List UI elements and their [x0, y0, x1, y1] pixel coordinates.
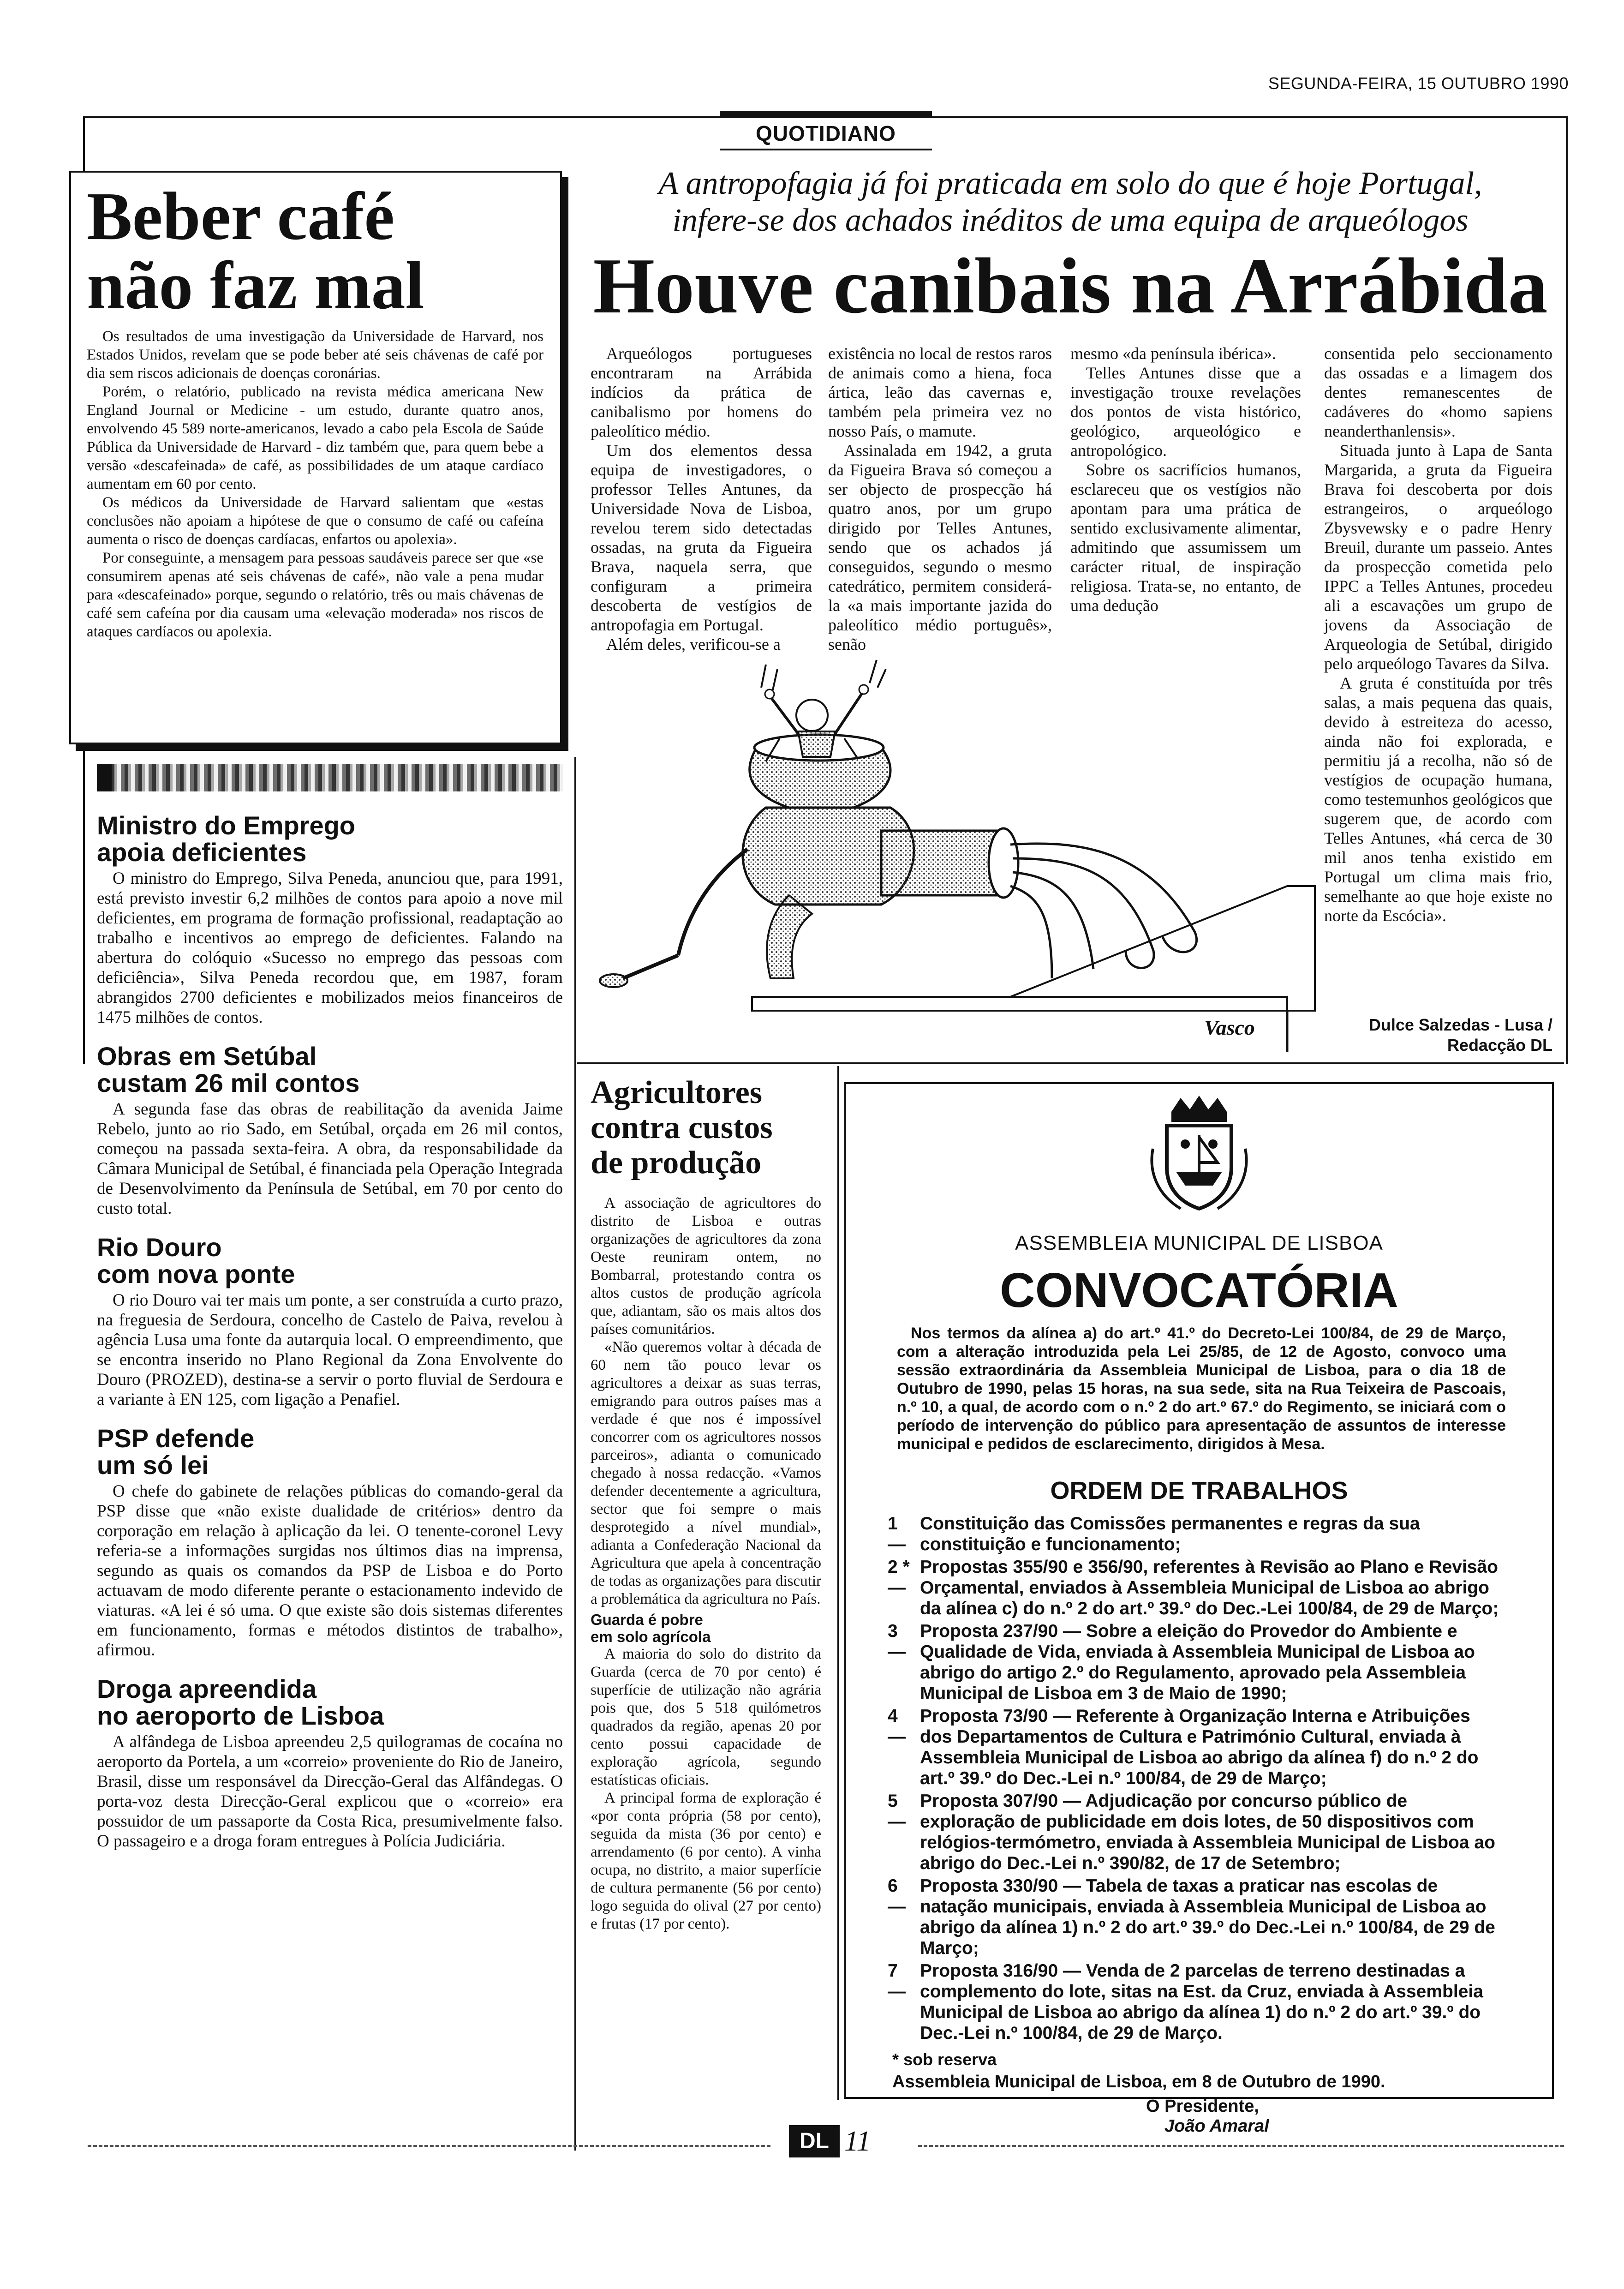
assembleia-org: ASSEMBLEIA MUNICIPAL DE LISBOA [1015, 1232, 1383, 1254]
brief-text: A alfândega de Lisboa apreendeu 2,5 quilogramas de cocaína no aeroporto da Portela, a um «correio» proveniente do Rio de Janeiro, Brasil, disse um responsável da Direcção-Geral das Alfândegas. O porta-voz desta Direcção-Geral explicou que o «correio» era possuidor de um passaporte da Costa Rica, presumivelmente falso. O passageiro e a droga foram entregues à Polícia Judiciária. [97, 1732, 563, 1851]
assembleia-title: CONVOCATÓRIA [1000, 1263, 1398, 1318]
briefs-divider [574, 757, 576, 2151]
canibais-byline-2: Redacção DL [1447, 1036, 1552, 1055]
briefs-banner [97, 764, 563, 791]
section-label: QUOTIDIANO [756, 121, 896, 145]
agricultores-article [591, 1075, 821, 1933]
canibais-byline-1: Dulce Salzedas - Lusa / [1368, 1015, 1552, 1034]
agricultores-subhead-line: em solo agrícola [591, 1628, 711, 1645]
canibais-paragraph: Arqueólogos portugueses encontraram na Arrábida indícios da prática de canibalismo por homens do paleolítico médio. [591, 344, 812, 440]
cafe-title-line2: não faz mal [87, 248, 424, 324]
brief-text: A segunda fase das obras de reabilitação da avenida Jaime Rebelo, junto ao rio Sado, em Setúbal, orçada em 26 mil contos, começou na passada sexta-feira. A obra, da responsabilidade da Câmara Municipal de Setúbal, é financiada pela Operação Integrada de Desenvolvimento da Península de Setúbal, em 70 por cento do custo total. [97, 1100, 563, 1218]
agenda-item [888, 1706, 1506, 1789]
header-rule [720, 111, 932, 116]
agenda-text: Propostas 355/90 e 356/90, referentes à Revisão ao Plano e Revisão Orçamental, enviados à Assembleia Municipal de Lisboa ao abrigo da alínea c) do n.º 2 do art.º 39.º do Dec.-Lei 100/84, de 29 de Março; [920, 1557, 1499, 1618]
canibais-paragraph: Situada junto à Lapa de Santa Margarida, a gruta da Figueira Brava foi descoberta por dois estrangeiros, o arqueólogo Zbysvewsky e o padre Henry Breuil, durante um passeio. Antes da prospecção cometida pelo IPPC a Telles Antunes, procedeu ali a escavações um grupo de jovens da Associação de Arqueologia de Setúbal, dirigido pelo arqueólogo Tavares da Silva. [1324, 441, 1552, 673]
brief-title-line: no aeroporto de Lisboa [97, 1701, 384, 1730]
brief-title-line: Droga apreendida [97, 1674, 317, 1703]
canibais-kicker-line2: infere-se dos achados inéditos de uma equipa de arqueólogos [672, 203, 1469, 238]
canibais-paragraph: mesmo «da península ibérica». [1070, 344, 1276, 363]
brief-title-line: apoia deficientes [97, 838, 307, 867]
agenda-number: 3 — [888, 1621, 906, 1662]
brief-title-line: um só lei [97, 1450, 209, 1480]
brief-text: O rio Douro vai ter mais um ponte, a ser construída a curto prazo, na freguesia de Serdoura, concelho de Castelo de Paiva, revelou à agência Lusa uma fonte da autarquia local. O empreendimento, que se encontra inserido no Plano Regional da Zona Envolvente do Douro (PROZED), destina-se a servir o porto fluvial de Serdoura e a variante à EN 125, com ligação a Penafiel. [97, 1291, 563, 1409]
agenda-number: 7 — [888, 1961, 906, 2001]
agenda-item [888, 1621, 1506, 1704]
assembleia-intro: Nos termos da alínea a) do art.º 41.º do Decreto-Lei 100/84, de 29 de Março, com a alteração introduzida pela Lei 25/85, de 12 de Agosto, convoco uma sessão extraordinária da Assembleia Municipal de Lisboa, para o dia 18 de Outubro de 1990, pelas 15 horas, na sua sede, sita na Rua Teixeira de Pascoais, n.º 10, a qual, de acordo com o n.º 2 do art.º 67.º do Regimento, se iniciará com o período de intervenção do público para apresentação de assuntos de interesse municipal e pedidos de esclarecimento, dirigidos à Mesa. [897, 1324, 1506, 1453]
agenda-text: Proposta 307/90 — Adjudicação por concurso público de exploração de publicidade em dois lotes, de 50 dispositivos com relógios-termómetro, enviada à Assembleia Municipal de Lisboa ao abrigo do Dec.-Lei n.º 390/82, de 17 de Setembro; [920, 1791, 1495, 1873]
agricultores-divider [837, 1066, 839, 2100]
agenda-item [888, 1876, 1506, 1959]
agricultores-paragraph: A associação de agricultores do distrito de Lisboa e outras organizações de agricultores da zona Oeste reuniram ontem, no Bombarral, protestando contra os altos custos de produção agrícola que, adiantam, são os mais altos dos países comunitários. [591, 1195, 821, 1337]
briefs-banner-block [97, 764, 112, 791]
agenda-note: * sob reserva [892, 2050, 997, 2069]
cafe-paragraph: Por conseguinte, a mensagem para pessoas saudáveis parece ser que «se consumirem apenas até seis chávenas de café», não vale a pena mudar para «descafeinado» porque, segundo o relatório, três ou mais chávenas de café sem cafeína por dia causam uma «elevação moderada» nos riscos de ataques cardíacos ou apolexia. [87, 550, 543, 640]
agenda-item [888, 1791, 1506, 1874]
brief-emprego [97, 812, 563, 1027]
footer-masthead: DL [789, 2125, 840, 2157]
agricultores-subhead-line: Guarda é pobre [591, 1611, 703, 1628]
brief-title-line: PSP defende [97, 1424, 255, 1453]
brief-douro [97, 1234, 563, 1409]
agricultores-title-line: contra custos [591, 1110, 773, 1145]
brief-psp [97, 1425, 563, 1660]
agricultores-paragraph: A maioria do solo do distrito da Guarda (cerca de 70 por cento) é superfície de utilização não agrária pois que, dos 5 518 quilómetros quadrados da região, apenas 20 por cento possui capacidade de exploração agrícola, segundo estatísticas oficiais. [591, 1646, 821, 1788]
brief-title-line: custam 26 mil contos [97, 1068, 360, 1097]
brief-title-line: Obras em Setúbal [97, 1042, 317, 1071]
briefs-column [97, 812, 563, 1867]
brief-title-line: Rio Douro [97, 1233, 222, 1262]
canibais-col4 [1324, 344, 1552, 925]
brief-title [97, 1425, 563, 1479]
lisbon-coat-of-arms [1144, 1093, 1254, 1213]
cafe-title-line1: Beber café [87, 179, 395, 254]
brief-title-line: com nova ponte [97, 1259, 295, 1288]
page-date: SEGUNDA-FEIRA, 15 OUTUBRO 1990 [1268, 74, 1569, 93]
signer-title: O Presidente, [1146, 2097, 1259, 2116]
brief-title [97, 812, 563, 866]
footer-dashed-rule-right [918, 2145, 1564, 2147]
cafe-article [69, 171, 562, 744]
agenda-item [888, 1557, 1506, 1619]
cafe-paragraph: Porém, o relatório, publicado na revista médica americana New England Journal or Medicine - um estudo, durante quatro anos, envolvendo 45 589 norte-americanos, levado a cabo pela Escola de Saúde Pública da Universidade de Harvard - diz também que, para quem bebe a versão «descafeinada» de café, as possibilidades de um ataque cardíaco aumentam em 60 por cento. [87, 383, 543, 492]
brief-title-line: Ministro do Emprego [97, 811, 355, 840]
agenda-item [888, 1513, 1506, 1555]
agenda-number: 5 — [888, 1791, 906, 1832]
cartoon-signature: Vasco [1204, 1016, 1255, 1039]
agenda-text: Constituição das Comissões permanentes e regras da sua constituição e funcionamento; [920, 1514, 1420, 1554]
canibais-col2 [828, 344, 1052, 654]
canibais-kicker-line1: A antropofagia já foi praticada em solo do que é hoje Portugal, [658, 166, 1482, 201]
agenda-number: 2 * — [888, 1557, 910, 1598]
brief-text: O ministro do Emprego, Silva Peneda, anunciou que, para 1991, está previsto investir 6,2 milhões de contos para apoio a nove mil deficientes, em programa de formação profissional, readaptação ao trabalho e incentivos ao emprego de deficientes. Falando na abertura do colóquio «Sucesso no emprego das pessoas com deficiência», Silva Peneda recordou que, em 1987, foram abrangidos 2700 deficientes e mobilizados meios financeiros de 1475 milhões de contos. [97, 869, 563, 1027]
ordem-list [888, 1513, 1506, 2136]
canibais-paragraph: A gruta é constituída por três salas, a mais pequena das quais, devido à estreiteza do acesso, ainda não foi explorada, e permitiu já a recolha, não só de vestígios de ocupação humana, como testemunhos geológicos que sugerem que, de acordo com Telles Antunes, «há cerca de 30 mil anos tenha existido em Portugal um clima mais frio, semelhante ao que hoje existe no norte da Escócia». [1324, 674, 1552, 925]
cafe-paragraph: Os resultados de uma investigação da Universidade de Harvard, nos Estados Unidos, revelam que se pode beber até seis chávenas de café por dia sem riscos adicionais de doenças coronárias. [87, 328, 543, 382]
agricultores-paragraph: A principal forma de exploração é «por conta própria (58 por cento), seguida da mista (36 por cento) e arrendamento (6 por cento). A vinha ocupa, no distrito, a maior superfície de cultura permanente (56 por cento) logo seguida do olival (27 por cento) e frutas (17 por cento). [591, 1790, 821, 1932]
signer-name: João Amaral [1164, 2116, 1269, 2136]
footer-dashed-rule [88, 2145, 770, 2147]
agenda-number: 6 — [888, 1876, 906, 1917]
cafe-body [87, 327, 543, 641]
agricultores-title [591, 1075, 821, 1180]
canibais-paragraph: Um dos elementos dessa equipa de investigadores, o professor Telles Antunes, da Universidade Nova de Lisboa, revelou terem sido detectadas ossadas, na gruta da Figueira Brava, naquela serra, que configuram a primeira descoberta de vestígios de antropofagia em Portugal. [591, 441, 812, 634]
canibais-paragraph: existência no local de restos raros de animais como a hiena, foca ártica, leão das cavernas e, também pela primeira vez no nosso País, o mamute. [828, 344, 1052, 440]
canibais-paragraph: Assinalada em 1942, a gruta da Figueira Brava só começou a ser objecto de prospecção há quatro anos, por um grupo dirigido por Telles Antunes, sendo que os achados já conseguidos, segundo o mesmo catedrático, permitem considerá-la «a mais importante jazida do paleolítico médio português», senão [828, 441, 1052, 653]
brief-setubal [97, 1043, 563, 1218]
canibais-paragraph: Sobre os sacrifícios humanos, esclareceu que os vestígios não apontam para uma prática de sentido exclusivamente alimentar, admitindo que assumissem um carácter ritual, de inspiração religiosa. Trata-se, no entanto, de uma dedução [1070, 461, 1301, 615]
agenda-number: 4 — [888, 1706, 906, 1747]
meat-grinder-cartoon [595, 655, 1320, 1052]
canibais-paragraph: Telles Antunes disse que a investigação trouxe revelações dos pontos de vista histórico, geológico, arqueológico e antropológico. [1070, 364, 1301, 460]
canibais-title: Houve canibais na Arrábida [593, 242, 1548, 330]
agricultores-top-rule [577, 1062, 1564, 1064]
assembleia-notice [844, 1082, 1554, 2136]
canibais-paragraph: Além deles, verificou-se a [606, 635, 781, 653]
ordem-title: ORDEM DE TRABALHOS [1050, 1477, 1348, 1504]
agenda-item [888, 1960, 1506, 2043]
brief-title [97, 1234, 563, 1288]
cartoon-illustration [595, 655, 1320, 1052]
brief-text: O chefe do gabinete de relações públicas do comando-geral da PSP disse que «não existe dualidade de critérios» dentro da corporação em relação à aplicação da lei. O tenente-coronel Levy referia-se a informações surgidas nos últimos dias na imprensa, segundo as quais os comandos da PSP de Lisboa e do Porto actuavam de modo diferente perante o estacionamento indevido de viaturas. «A lei é só uma. O que existe são dois sistemas diferentes em funcionamento, formas e métodos distintos de trabalho», afirmou. [97, 1482, 563, 1660]
agenda-number: 1 — [888, 1514, 906, 1554]
brief-title [97, 1676, 563, 1729]
agenda-text: Proposta 237/90 — Sobre a eleição do Provedor do Ambiente e Qualidade de Vida, enviada à Assembleia Municipal de Lisboa ao abrigo do artigo 2.º do Regulamento, aprovado pela Assembleia Municipal de Lisboa em 3 de Maio de 1990; [920, 1621, 1475, 1703]
agricultores-title-line: Agricultores [591, 1075, 762, 1110]
agricultores-paragraph: «Não queremos voltar à década de 60 nem tão pouco levar os agricultores a deixar as suas terras, emigrando para outros países mas a verdade é que nos é impossível concorrer com os agricultores nossos parceiros», adianta o comunicado chegado à nossa redacção. «Vamos defender decentemente a agricultura, sector que foi sempre o mais desprotegido a nível mundial», adianta a Confederação Nacional da Agricultura que apela à concentração de todas as organizações para discutir a problemática da agricultura no País. [591, 1339, 821, 1607]
agricultores-subhead [591, 1611, 821, 1645]
brief-droga [97, 1676, 563, 1851]
canibais-col1 [591, 344, 812, 654]
canibais-col3 [1070, 344, 1301, 615]
agenda-text: Proposta 316/90 — Venda de 2 parcelas de terreno destinadas a complemento do lote, sitas na Est. da Cruz, enviada à Assembleia Municipal de Lisboa ao abrigo da alínea 1) do n.º 2 do art.º 39.º do Dec.-Lei n.º 100/84, de 29 de Março. [920, 1961, 1483, 2043]
agricultores-title-line: de produção [591, 1145, 762, 1180]
agenda-text: Proposta 330/90 — Tabela de taxas a praticar nas escolas de natação municipais, enviada à Assembleia Municipal de Lisboa ao abrigo da alínea 1) n.º 2 do art.º 39.º do Dec.-Lei n.º 100/84, de 29 de Março; [920, 1876, 1495, 1958]
assembleia-date: Assembleia Municipal de Lisboa, em 8 de Outubro de 1990. [892, 2072, 1385, 2091]
canibais-paragraph: consentida pelo seccionamento das ossadas e a limagem dos dentes remanescentes de cadáveres do «homo sapiens neanderthanlensis». [1324, 344, 1552, 440]
agenda-text: Proposta 73/90 — Referente à Organização Interna e Atribuições dos Departamentos de Cultura e Património Cultural, enviada à Assembleia Municipal de Lisboa ao abrigo da alínea f) do n.º 2 do art.º 39.º do Dec.-Lei n.º 100/84, de 29 de Março; [920, 1706, 1479, 1788]
brief-title [97, 1043, 563, 1097]
cafe-paragraph: Os médicos da Universidade de Harvard salientam que «estas conclusões não apoiam a hipótese de que o consumo de café ou cafeína aumenta o risco de doenças cardíacas, enfartos ou apolexia». [87, 494, 543, 548]
page-number: 11 [844, 2126, 871, 2157]
